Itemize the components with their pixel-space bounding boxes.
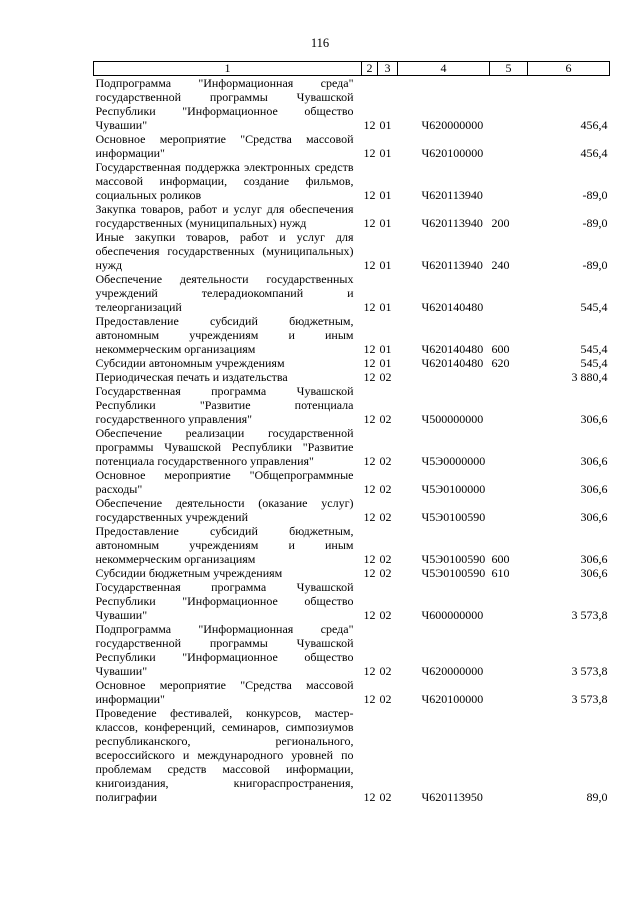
row-expense-type [490,426,528,468]
row-amount: 3 880,4 [571,370,608,384]
row-expense-type: 240 [491,258,510,272]
row-name: Основное мероприятие "Общепрограммные расходы" [95,468,354,496]
header-row [94,62,610,76]
row-section: 12 [363,790,376,804]
row-expense-type: 600 [491,552,510,566]
header-col-1: 1 [94,62,362,76]
row-section: 12 [363,258,376,272]
row-amount: 306,6 [580,566,608,580]
header-col-3: 3 [378,62,398,76]
row-amount: 306,6 [580,552,608,566]
row-target-article: Ч620113940 [421,258,483,272]
row-name: Предоставление субсидий бюджетным, автономным учреждениям и иным некоммерческим организациям [95,314,354,356]
row-name: Государственная поддержка электронных средств массовой информации, создание фильмов, социальных роликов [95,160,354,202]
row-section: 12 [363,664,376,678]
row-name: Государственная программа Чувашской Республики "Информационное общество Чувашии" [95,580,354,622]
row-section: 12 [363,454,376,468]
row-target-article: Ч620140480 [421,356,484,370]
budget-table [93,61,610,804]
row-name: Субсидии автономным учреждениям [95,356,285,370]
row-target-article: Ч620113940 [421,188,483,202]
row-target-article: Ч5Э0100590 [421,552,486,566]
row-target-article: Ч620100000 [421,692,484,706]
row-target-article: Ч5Э0100590 [421,510,486,524]
row-section: 12 [363,608,376,622]
row-target-article: Ч620140480 [421,342,484,356]
row-expense-type [490,496,528,524]
table-row [94,496,610,524]
row-section: 12 [363,118,376,132]
row-subsection: 02 [379,664,392,678]
row-section: 12 [363,566,376,580]
row-expense-type [490,622,528,678]
row-amount: 306,6 [580,482,608,496]
row-subsection: 01 [379,118,392,132]
row-subsection: 01 [379,300,392,314]
row-expense-type [490,468,528,496]
table-row [94,622,610,678]
row-section: 12 [363,356,376,370]
row-subsection: 02 [379,608,392,622]
row-subsection: 01 [379,258,392,272]
row-section: 12 [363,552,376,566]
row-subsection: 02 [379,510,392,524]
row-name: Проведение фестивалей, конкурсов, мастер-классов, конференций, семинаров, симпозиумов республиканского, регионального, всероссийского и международного уровней по проблемам средств массовой информации, книгоиздания, книгораспространения, полиграфии [95,706,354,804]
row-amount: 89,0 [586,790,608,804]
row-subsection: 01 [379,146,392,160]
row-subsection: 02 [379,454,392,468]
row-target-article: Ч620100000 [421,146,484,160]
row-name: Субсидии бюджетным учреждениям [95,566,283,580]
row-subsection: 02 [379,552,392,566]
header-col-2: 2 [362,62,378,76]
row-section: 12 [363,216,376,230]
row-name: Государственная программа Чувашской Республики "Развитие потенциала государственного управления" [95,384,354,426]
row-target-article: Ч620000000 [421,664,484,678]
row-amount: 456,4 [580,118,608,132]
row-name: Закупка товаров, работ и услуг для обеспечения государственных (муниципальных) нужд [95,202,354,230]
table-row [94,230,610,272]
table-row [94,426,610,468]
header-col-5: 5 [490,62,528,76]
row-expense-type: 620 [491,356,510,370]
table-row [94,384,610,426]
row-name: Подпрограмма "Информационная среда" государственной программы Чувашской Республики "Информационное общество Чувашии" [95,622,354,678]
row-amount: 306,6 [580,510,608,524]
row-amount: 545,4 [580,342,608,356]
row-amount: -89,0 [582,216,608,230]
row-amount: 306,6 [580,412,608,426]
row-expense-type [490,370,528,384]
row-expense-type [490,706,528,804]
row-section: 12 [363,412,376,426]
table-row [94,160,610,202]
row-name: Подпрограмма "Информационная среда" государственной программы Чувашской Республики "Информационное общество Чувашии" [95,76,354,132]
row-amount: -89,0 [582,188,608,202]
row-target-article: Ч620113950 [421,790,483,804]
table-row [94,468,610,496]
row-expense-type [490,678,528,706]
header-col-4: 4 [398,62,490,76]
table-row [94,580,610,622]
row-section: 12 [363,342,376,356]
table-header [94,62,610,76]
row-subsection: 02 [379,482,392,496]
row-target-article: Ч5Э0100000 [421,482,486,496]
row-subsection: 01 [379,342,392,356]
table-row [94,524,610,566]
row-target-article: Ч620000000 [421,118,484,132]
row-amount: 456,4 [580,146,608,160]
table-row [94,132,610,160]
row-name: Иные закупки товаров, работ и услуг для обеспечения государственных (муниципальных) нужд [95,230,354,272]
row-expense-type: 600 [491,342,510,356]
row-amount: 3 573,8 [571,664,608,678]
row-subsection: 02 [379,412,392,426]
row-expense-type [490,580,528,622]
row-section: 12 [363,146,376,160]
row-section: 12 [363,300,376,314]
row-amount: 545,4 [580,356,608,370]
row-amount: -89,0 [582,258,608,272]
row-target-article: Ч5Э0000000 [421,454,486,468]
row-section: 12 [363,510,376,524]
row-target-article: Ч500000000 [421,412,484,426]
row-subsection: 02 [379,692,392,706]
page-number: 116 [310,36,330,50]
row-name: Основное мероприятие "Средства массовой информации" [95,678,354,706]
row-name: Обеспечение деятельности государственных учреждений телерадиокомпаний и телеорганизаций [95,272,354,314]
row-section: 12 [363,692,376,706]
row-expense-type [490,384,528,426]
header-col-6: 6 [528,62,610,76]
row-name: Основное мероприятие "Средства массовой информации" [95,132,354,160]
row-name: Обеспечение реализации государственной программы Чувашской Республики "Развитие потенциала государственного управления" [95,426,354,468]
row-section: 12 [363,188,376,202]
row-name: Обеспечение деятельности (оказание услуг) государственных учреждений [95,496,354,524]
table-row [94,272,610,314]
table-row [94,566,610,580]
row-name: Предоставление субсидий бюджетным, автономным учреждениям и иным некоммерческим организациям [95,524,354,566]
table-row [94,370,610,384]
table-row [94,356,610,370]
row-target-article: Ч620113940 [421,216,483,230]
row-target-article: Ч620140480 [421,300,484,314]
table-row [94,314,610,356]
row-amount: 545,4 [580,300,608,314]
row-expense-type [490,272,528,314]
row-subsection: 01 [379,356,392,370]
row-expense-type [490,132,528,160]
table-row [94,706,610,804]
row-subsection: 02 [379,790,392,804]
row-expense-type [490,76,528,133]
row-name: Периодическая печать и издательства [95,370,288,384]
row-target-article [398,370,490,384]
row-target-article: Ч5Э0100590 [421,566,486,580]
row-expense-type: 610 [491,566,510,580]
table-row [94,678,610,706]
row-subsection: 02 [379,566,392,580]
row-subsection: 02 [379,370,392,384]
table-row [94,76,610,133]
row-section: 12 [363,482,376,496]
row-amount: 306,6 [580,454,608,468]
table-body [94,76,610,805]
row-target-article: Ч600000000 [421,608,484,622]
table-row [94,202,610,230]
row-section: 12 [363,370,376,384]
row-expense-type [490,160,528,202]
row-amount: 3 573,8 [571,608,608,622]
row-amount: 3 573,8 [571,692,608,706]
row-expense-type: 200 [491,216,510,230]
row-subsection: 01 [379,216,392,230]
row-subsection: 01 [379,188,392,202]
